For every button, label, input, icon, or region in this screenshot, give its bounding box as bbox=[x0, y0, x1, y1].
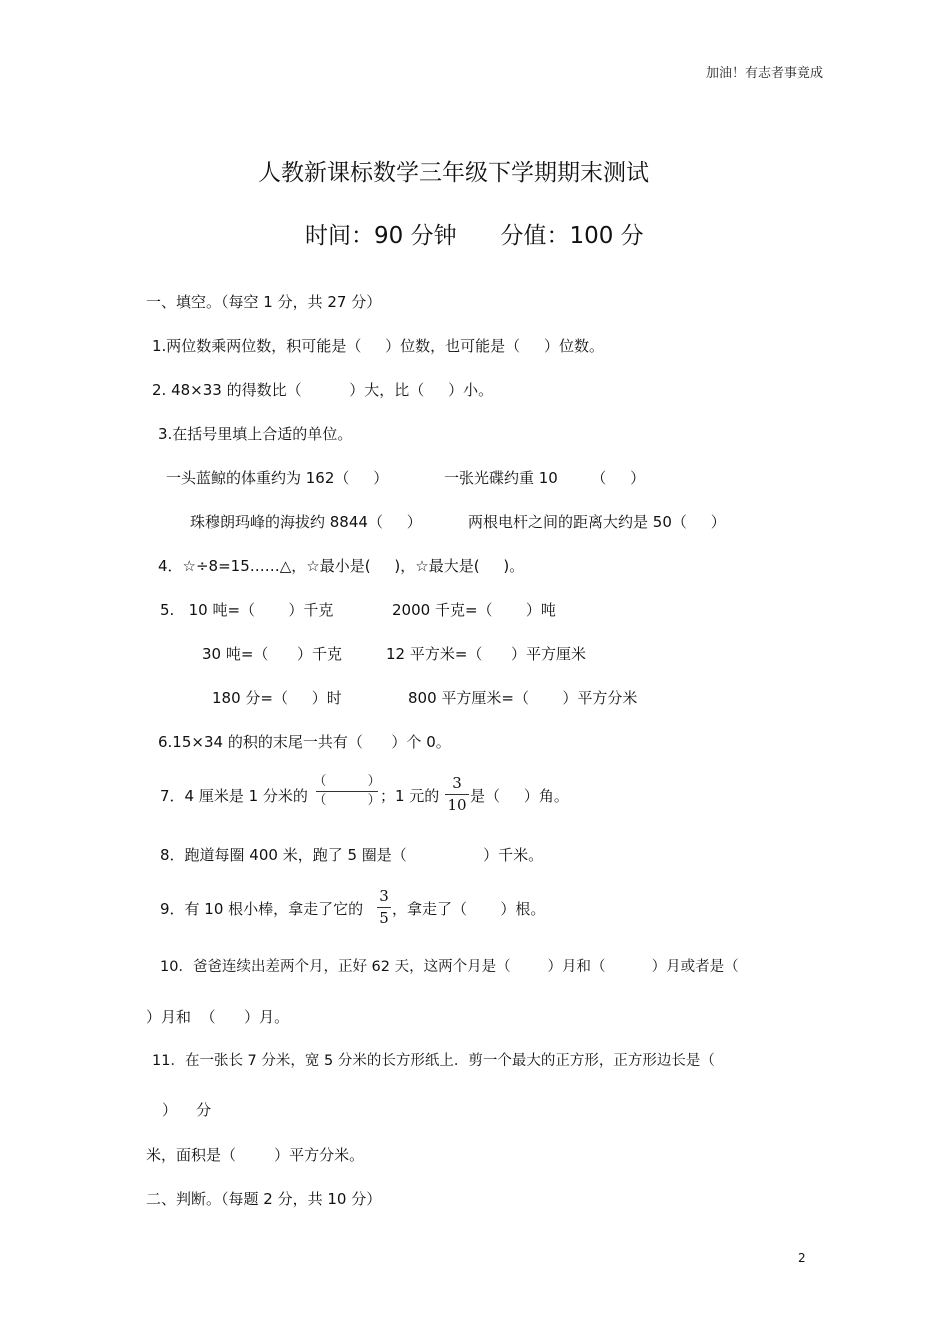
fraction-bar bbox=[316, 791, 378, 792]
fraction-numerator: 3 bbox=[452, 774, 462, 792]
question-11-line1: 11．在一张长 7 分米，宽 5 分米的长方形纸上．剪一个最大的正方形，正方形边长是（ bbox=[152, 1053, 715, 1069]
fraction-three-tenths bbox=[445, 775, 469, 814]
question-5b: 2000 千克=（ ）吨 bbox=[392, 601, 556, 619]
question-5f: 800 平方厘米=（ ）平方分米 bbox=[408, 689, 638, 707]
fraction-denominator: 10 bbox=[447, 796, 467, 814]
question-3: 3.在括号里填上合适的单位。 bbox=[158, 425, 353, 443]
fraction-denominator: （ ） bbox=[313, 793, 381, 808]
fraction-bar bbox=[445, 794, 469, 795]
page-header: 加油！有志者事竟成 bbox=[706, 66, 824, 81]
question-10-line1: 10．爸爸连续出差两个月，正好 62 天，这两个月是（ ）月和（ ）月或者是（ bbox=[160, 959, 739, 975]
fraction-blank bbox=[313, 774, 381, 808]
question-3c: 珠穆朗玛峰的海拔约 8844（ ） bbox=[190, 513, 422, 531]
question-9-part1: 9．有 10 根小棒，拿走了它的 bbox=[160, 900, 364, 918]
question-7-part2: ；1 元的 bbox=[380, 787, 440, 805]
question-5e: 180 分=（ ）时 bbox=[212, 689, 342, 707]
question-4: 4．☆÷8=15……△，☆最小是( )，☆最大是( )。 bbox=[158, 557, 525, 575]
question-8: 8．跑道每圈 400 米，跑了 5 圈是（ ）千米。 bbox=[160, 846, 544, 864]
question-10-line2: ）月和 （ ）月。 bbox=[146, 1008, 290, 1026]
question-1: 1.两位数乘两位数，积可能是（ ）位数，也可能是（ ）位数。 bbox=[152, 337, 604, 355]
question-7-part3: 是（ ）角。 bbox=[470, 787, 569, 805]
question-3a: 一头蓝鲸的体重约为 162（ ） bbox=[166, 469, 389, 487]
question-3b: 一张光碟约重 10 （ ） bbox=[444, 469, 646, 487]
question-7-part1: 7．4 厘米是 1 分米的 bbox=[160, 787, 308, 805]
question-5a: 5. 10 吨=（ ）千克 bbox=[160, 601, 334, 619]
question-6: 6.15×34 的积的末尾一共有（ ）个 0。 bbox=[158, 733, 451, 751]
question-5d: 12 平方米=（ ）平方厘米 bbox=[386, 645, 587, 663]
fraction-three-fifths bbox=[377, 888, 391, 927]
page-number: 2 bbox=[798, 1251, 806, 1265]
section-heading-fill-in: 一、填空。（每空 1 分，共 27 分） bbox=[146, 293, 382, 311]
page-title: 人教新课标数学三年级下学期期末测试 bbox=[258, 160, 649, 186]
fraction-denominator: 5 bbox=[379, 909, 389, 927]
question-5c: 30 吨=（ ）千克 bbox=[202, 645, 343, 663]
fraction-bar bbox=[377, 907, 391, 908]
fraction-numerator: 3 bbox=[379, 887, 389, 905]
exam-info: 时间：90 分钟 分值：100 分 bbox=[305, 223, 644, 249]
question-3d: 两根电杆之间的距离大约是 50（ ） bbox=[468, 513, 726, 531]
question-9-part2: ，拿走了（ ）根。 bbox=[392, 900, 546, 918]
section-heading-true-false: 二、判断。（每题 2 分，共 10 分） bbox=[146, 1190, 382, 1208]
question-11-line2: ） 分 bbox=[162, 1101, 212, 1119]
question-11-line3: 米，面积是（ ）平方分米。 bbox=[146, 1146, 365, 1164]
question-2: 2. 48×33 的得数比（ ）大，比（ ）小。 bbox=[152, 381, 494, 399]
fraction-numerator: （ ） bbox=[313, 774, 381, 789]
